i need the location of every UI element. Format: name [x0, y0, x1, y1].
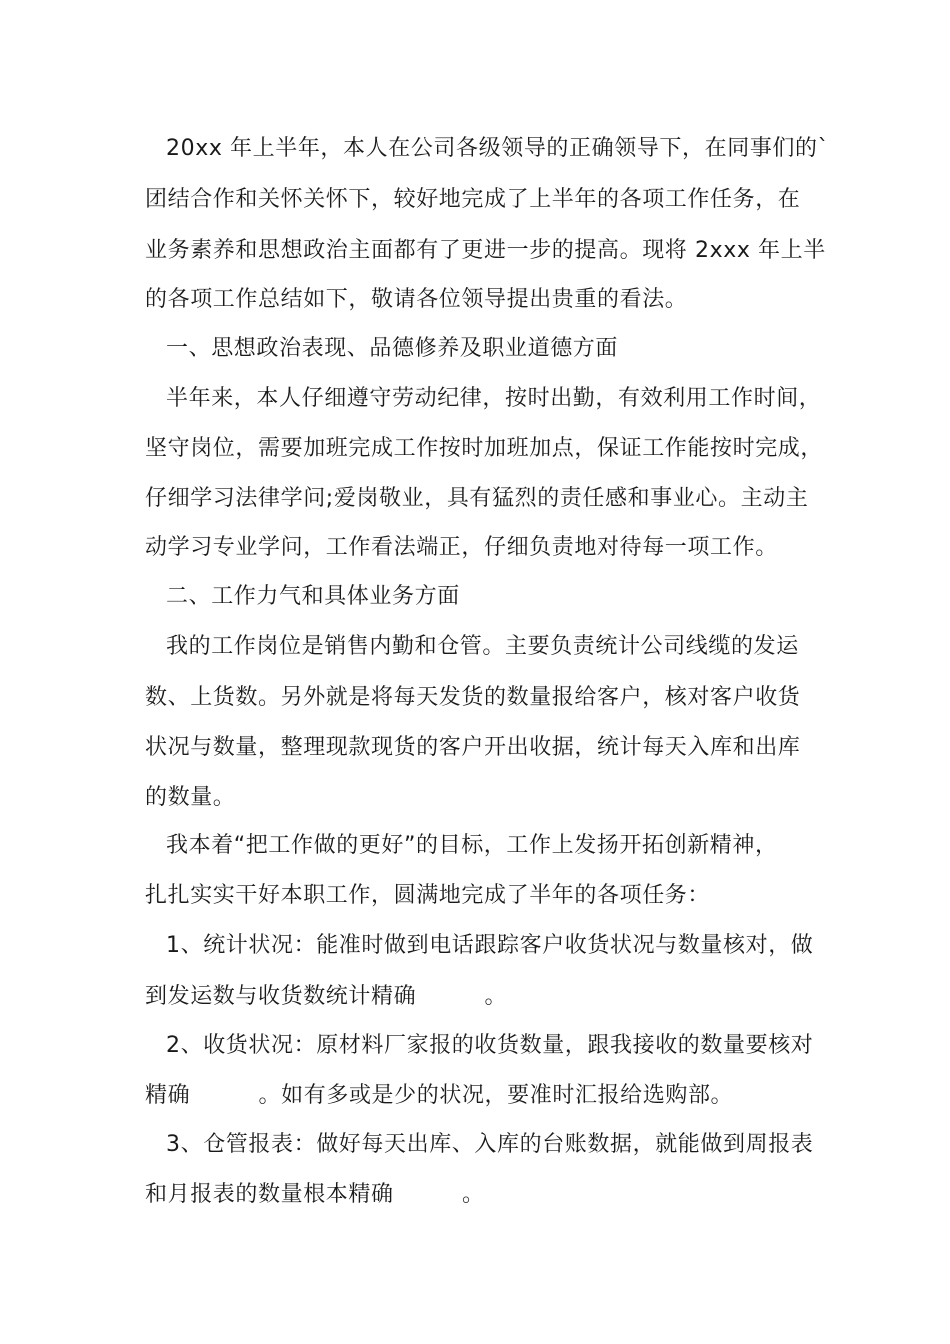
paragraph-line: 我的工作岗位是销售内勤和仓管。主要负责统计公司线缆的发运	[166, 634, 799, 659]
list-item-line: 精确 。如有多或是少的状况，要准时汇报给选购部。	[145, 1083, 734, 1108]
paragraph-line: 仔细学习法律学问;爱岗敬业，具有猛烈的责任感和事业心。主动主	[145, 486, 809, 511]
list-item-line: 1、统计状况：能准时做到电话跟踪客户收货状况与数量核对，做	[166, 933, 814, 958]
paragraph-line: 我本着“把工作做的更好”的目标，工作上发扬开拓创新精神，	[166, 833, 778, 858]
paragraph-line: 业务素养和思想政治主面都有了更进一步的提高。现将 2xxx 年上半	[145, 238, 826, 263]
section-heading-2: 二、工作力气和具体业务方面	[166, 584, 460, 609]
paragraph-line: 的各项工作总结如下，敬请各位领导提出贵重的看法。	[145, 287, 688, 312]
paragraph-line: 扎扎实实干好本职工作，圆满地完成了半年的各项任务：	[145, 883, 711, 908]
paragraph-line: 20xx 年上半年，本人在公司各级领导的正确领导下，在同事们的`	[166, 136, 830, 161]
list-item-line: 3、仓管报表：做好每天出库、入库的台账数据，就能做到周报表	[166, 1132, 814, 1157]
paragraph-line: 的数量。	[145, 785, 236, 810]
paragraph-line: 状况与数量，整理现款现货的客户开出收据，统计每天入库和出库	[145, 735, 801, 760]
section-heading-1: 一、思想政治表现、品德修养及职业道德方面	[166, 336, 619, 361]
paragraph-line: 动学习专业学问，工作看法端正，仔细负责地对待每一项工作。	[145, 535, 778, 560]
paragraph-line: 团结合作和关怀关怀下，较好地完成了上半年的各项工作任务，在	[145, 187, 801, 212]
list-item-line: 2、收货状况：原材料厂家报的收货数量，跟我接收的数量要核对	[166, 1033, 814, 1058]
paragraph-line: 半年来，本人仔细遵守劳动纪律，按时出勤，有效利用工作时间，	[166, 386, 822, 411]
list-item-line: 和月报表的数量根本精确 。	[145, 1182, 485, 1207]
paragraph-line: 数、上货数。另外就是将每天发货的数量报给客户，核对客户收货	[145, 685, 801, 710]
list-item-line: 到发运数与收货数统计精确 。	[145, 984, 508, 1009]
paragraph-line: 坚守岗位，需要加班完成工作按时加班加点，保证工作能按时完成，	[145, 436, 824, 461]
